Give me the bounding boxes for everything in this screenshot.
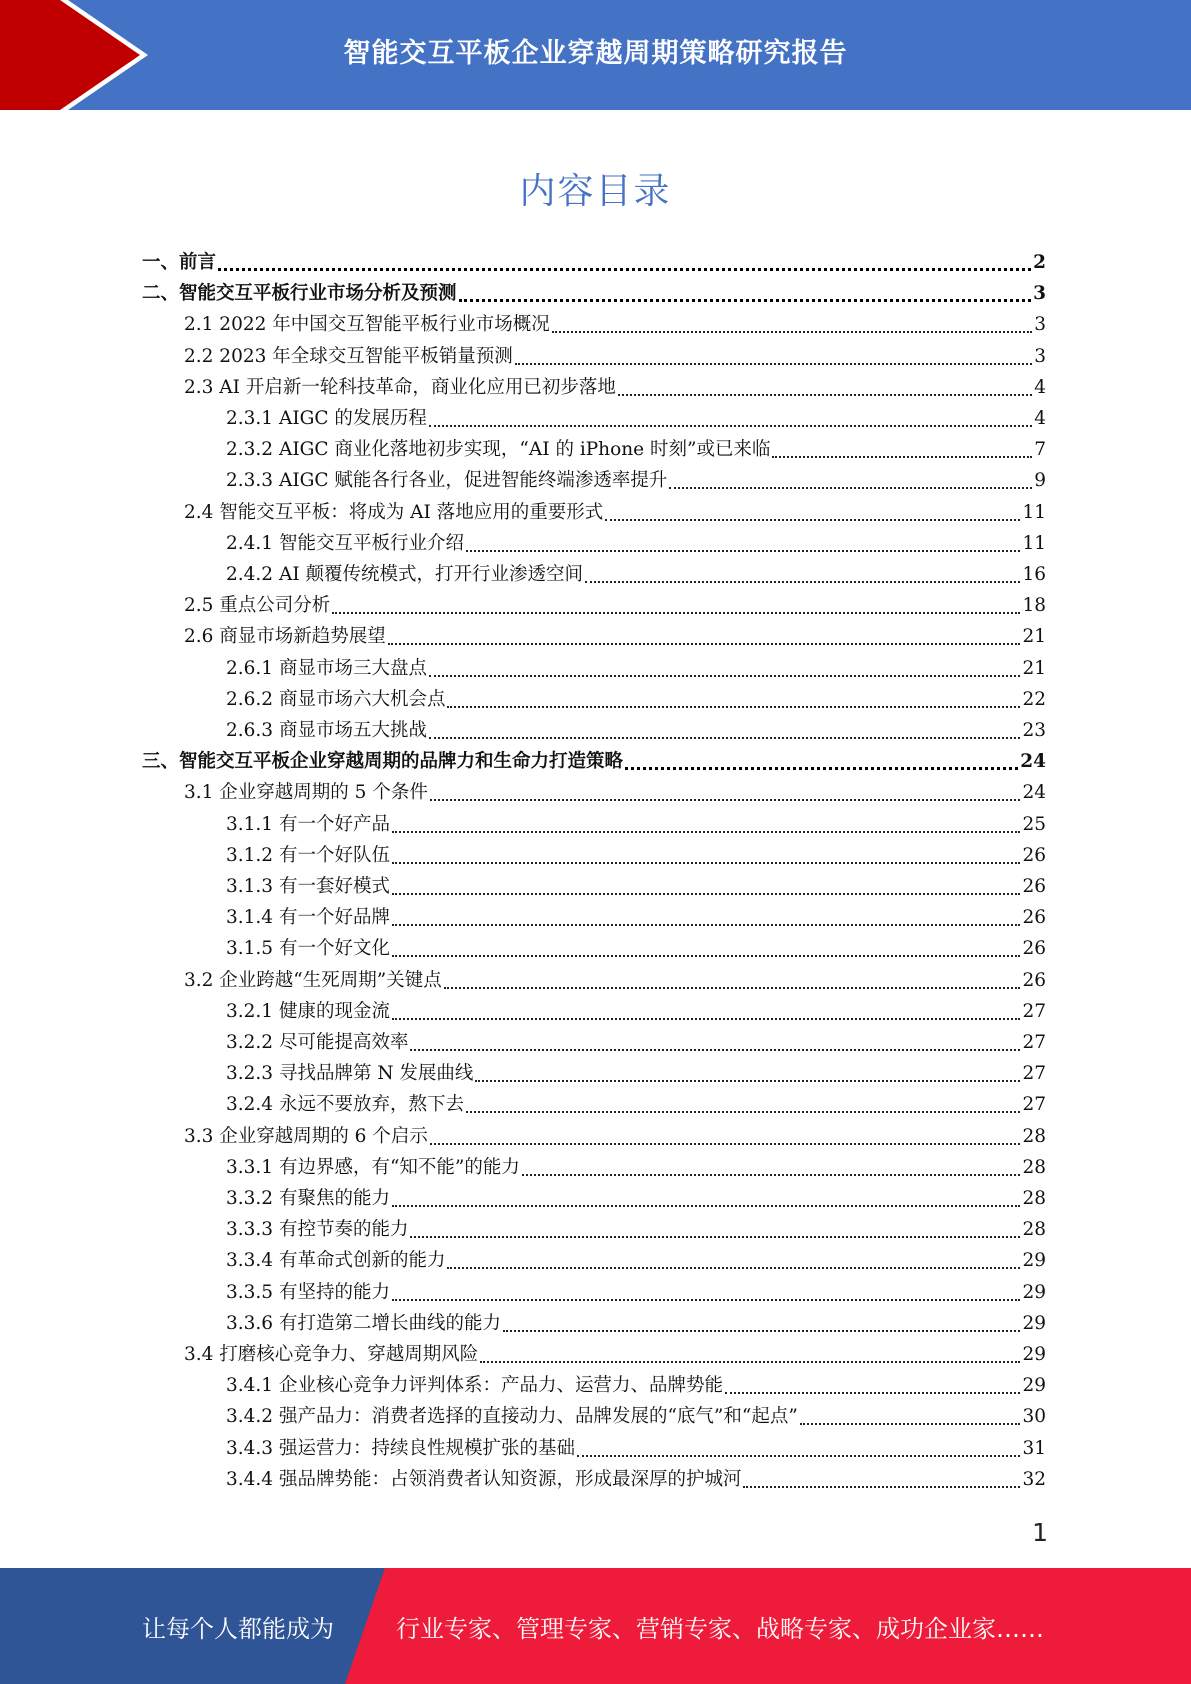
toc-entry[interactable] — [226, 1367, 1046, 1398]
toc-entry-page: 30 — [1022, 1406, 1046, 1428]
toc-leader-dots — [410, 1212, 1020, 1238]
toc-entry-label: 3.1.2 有一个好队伍 — [226, 844, 390, 866]
toc-entry-page: 21 — [1022, 626, 1046, 648]
toc-entry-label: 3.1.5 有一个好文化 — [226, 938, 390, 960]
toc-entry-label: 2.3.3 AIGC 赋能各行各业，促进智能终端渗透率提升 — [226, 470, 668, 492]
toc-entry-page: 29 — [1022, 1312, 1046, 1334]
toc-leader-dots — [503, 1306, 1020, 1332]
toc-entry-page: 26 — [1022, 876, 1046, 897]
toc-entry-page: 11 — [1022, 501, 1046, 523]
toc-leader-dots — [625, 743, 1018, 770]
toc-entry-label: 3.2.3 寻找品牌第 N 发展曲线 — [226, 1063, 474, 1085]
toc-entry-label: 3.3.5 有坚持的能力 — [226, 1281, 390, 1303]
toc-entry-page: 4 — [1034, 408, 1046, 429]
toc-leader-dots — [429, 713, 1020, 739]
toc-entry-label: 3.2 企业跨越“生死周期”关键点 — [184, 969, 442, 991]
toc-entry-label: 2.3 AI 开启新一轮科技革命，商业化应用已初步落地 — [184, 376, 616, 398]
toc-entry-label: 2.5 重点公司分析 — [184, 595, 331, 617]
toc-entry-page: 3 — [1034, 345, 1046, 367]
toc-entry-label: 2.3.1 AIGC 的发展历程 — [226, 408, 427, 429]
toc-entry[interactable] — [226, 525, 1046, 556]
toc-entry-label: 3.1.4 有一个好品牌 — [226, 907, 390, 929]
page-number: 1 — [1032, 1518, 1048, 1547]
toc-leader-dots — [392, 807, 1020, 833]
toc-entry[interactable] — [226, 899, 1046, 930]
toc-entry-label: 3.2.2 尽可能提高效率 — [226, 1032, 409, 1053]
toc-entry-label: 3.3.1 有边界感，有“知不能”的能力 — [226, 1156, 520, 1178]
toc-leader-dots — [392, 838, 1020, 864]
toc-leader-dots — [392, 1275, 1020, 1301]
toc-entry-label: 3.3.6 有打造第二增长曲线的能力 — [226, 1312, 501, 1334]
toc-entry-page: 26 — [1022, 969, 1046, 991]
toc-entry-page: 7 — [1034, 439, 1046, 461]
toc-entry-page: 29 — [1022, 1375, 1046, 1397]
toc-entry-label: 3.2.4 永远不要放弃，熬下去 — [226, 1094, 464, 1116]
toc-entry-page: 16 — [1022, 564, 1046, 585]
toc-entry[interactable] — [226, 1274, 1046, 1305]
toc-entry[interactable] — [226, 868, 1046, 899]
toc-entry-page: 22 — [1022, 688, 1046, 710]
toc-entry-page: 32 — [1022, 1468, 1046, 1490]
toc-entry[interactable] — [226, 650, 1046, 681]
toc-entry-page: 26 — [1022, 907, 1046, 929]
toc-entry-label: 3.4.1 企业核心竞争力评判体系：产品力、运营力、品牌势能 — [226, 1375, 723, 1397]
toc-entry-label: 2.1 2022 年中国交互智能平板行业市场概况 — [184, 314, 550, 336]
toc-entry[interactable] — [184, 1118, 1046, 1149]
header-banner — [0, 0, 1191, 110]
toc-entry[interactable] — [226, 837, 1046, 868]
toc-entry-page: 31 — [1022, 1437, 1046, 1459]
toc-leader-dots — [430, 775, 1021, 801]
toc-entry-label: 2.6 商显市场新趋势展望 — [184, 626, 386, 648]
toc-entry-label: 一、前言 — [142, 252, 217, 273]
toc-entry-label: 3.4.4 强品牌势能：占领消费者认知资源，形成最深厚的护城河 — [226, 1468, 742, 1490]
header-title: 智能交互平板企业穿越周期策略研究报告 — [343, 37, 848, 69]
toc-entry[interactable] — [226, 1211, 1046, 1242]
toc-entry-label: 2.2 2023 年全球交互智能平板销量预测 — [184, 345, 513, 367]
toc-entry[interactable] — [184, 587, 1046, 618]
toc-entry-page: 28 — [1022, 1188, 1046, 1209]
toc-leader-dots — [392, 900, 1020, 926]
toc-leader-dots — [447, 1243, 1020, 1269]
toc-entry[interactable] — [184, 962, 1046, 993]
toc-entry-label: 3.4.2 强产品力：消费者选择的直接动力、品牌发展的“底气”和“起点” — [226, 1406, 798, 1428]
toc-leader-dots — [577, 1431, 1020, 1457]
toc-entry-label: 3.3.2 有聚焦的能力 — [226, 1188, 390, 1209]
toc-entry-label: 2.4.2 AI 颠覆传统模式，打开行业渗透空间 — [226, 564, 584, 585]
footer-slogan: 让每个人都能成为 — [142, 1614, 334, 1643]
toc-entry[interactable] — [226, 400, 1046, 431]
toc-entry-page: 26 — [1022, 938, 1046, 960]
toc-leader-dots — [618, 370, 1032, 396]
toc-entry[interactable] — [184, 338, 1046, 369]
toc-entry-label: 3.4 打磨核心竞争力、穿越周期风险 — [184, 1344, 479, 1365]
toc-entry[interactable] — [226, 556, 1046, 587]
toc-entry-page: 27 — [1022, 1094, 1046, 1116]
toc-entry[interactable] — [226, 1055, 1046, 1086]
toc-entry-label: 2.6.2 商显市场六大机会点 — [226, 688, 446, 710]
toc-entry-label: 3.1.3 有一套好模式 — [226, 876, 390, 897]
toc-entry-label: 3.3 企业穿越周期的 6 个启示 — [184, 1125, 428, 1147]
toc-entry[interactable] — [142, 743, 1046, 774]
toc-leader-dots — [669, 463, 1032, 489]
toc-entry[interactable] — [142, 275, 1046, 306]
toc-leader-dots — [605, 495, 1020, 521]
toc-entry[interactable] — [226, 1461, 1046, 1492]
toc-entry-label: 3.2.1 健康的现金流 — [226, 1000, 390, 1022]
toc-leader-dots — [552, 307, 1032, 333]
toc-entry-page: 27 — [1022, 1032, 1046, 1053]
toc-entry-page: 28 — [1022, 1219, 1046, 1241]
toc-entry[interactable] — [226, 1024, 1046, 1055]
toc-leader-dots — [480, 1337, 1020, 1363]
toc-entry[interactable] — [226, 1149, 1046, 1180]
toc-leader-dots — [388, 619, 1021, 645]
toc-entry[interactable] — [226, 712, 1046, 743]
toc-entry[interactable] — [226, 1086, 1046, 1117]
toc-leader-dots — [392, 869, 1020, 895]
toc-leader-dots — [515, 339, 1032, 365]
toc-entry[interactable] — [226, 431, 1046, 462]
toc-leader-dots — [585, 557, 1020, 583]
toc-entry-page: 11 — [1022, 532, 1046, 554]
toc-entry[interactable] — [226, 1242, 1046, 1273]
toc-leader-dots — [392, 994, 1020, 1020]
toc-entry[interactable] — [142, 244, 1046, 275]
footer-roles: 行业专家、管理专家、营销专家、战略专家、成功企业家…… — [396, 1614, 1044, 1643]
toc-leader-dots — [522, 1150, 1021, 1176]
toc-entry-page: 23 — [1022, 720, 1046, 741]
toc-entry-page: 3 — [1033, 283, 1046, 305]
toc-entry[interactable] — [226, 462, 1046, 493]
toc-leader-dots — [430, 1119, 1021, 1145]
toc-leader-dots — [447, 682, 1020, 708]
toc-entry-page: 27 — [1022, 1063, 1046, 1085]
toc-entry-page: 28 — [1022, 1125, 1046, 1147]
toc-leader-dots — [332, 588, 1020, 614]
toc-leader-dots — [429, 651, 1020, 677]
toc-entry-page: 26 — [1022, 844, 1046, 866]
toc-entry-label: 2.6.3 商显市场五大挑战 — [226, 720, 427, 741]
toc-leader-dots — [743, 1462, 1020, 1488]
toc-entry-label: 3.3.3 有控节奏的能力 — [226, 1219, 409, 1241]
toc-entry-page: 18 — [1022, 595, 1046, 617]
toc-entry-label: 2.4 智能交互平板：将成为 AI 落地应用的重要形式 — [184, 501, 604, 523]
toc-entry-page: 9 — [1034, 470, 1046, 492]
toc-entry-page: 4 — [1034, 376, 1046, 398]
toc-leader-dots — [459, 275, 1032, 302]
toc-entry-page: 21 — [1022, 657, 1046, 679]
toc-entry[interactable] — [226, 1180, 1046, 1211]
toc-entry-label: 二、智能交互平板行业市场分析及预测 — [142, 283, 457, 305]
toc-entry-page: 2 — [1033, 252, 1046, 273]
toc-entry-page: 28 — [1022, 1156, 1046, 1178]
toc-entry[interactable] — [184, 618, 1046, 649]
toc-entry-page: 29 — [1022, 1281, 1046, 1303]
toc-leader-dots — [410, 1025, 1020, 1051]
toc-leader-dots — [725, 1368, 1020, 1394]
toc-leader-dots — [392, 931, 1020, 957]
toc-leader-dots — [429, 401, 1032, 427]
toc-entry-page: 24 — [1020, 751, 1046, 773]
toc-entry[interactable] — [226, 993, 1046, 1024]
toc-entry-label: 3.1 企业穿越周期的 5 个条件 — [184, 782, 428, 804]
toc-leader-dots — [218, 244, 1031, 271]
toc-leader-dots — [800, 1399, 1021, 1425]
toc-leader-dots — [466, 526, 1020, 552]
toc-entry[interactable] — [226, 1305, 1046, 1336]
toc-entry[interactable] — [184, 494, 1046, 525]
toc-entry-label: 3.3.4 有革命式创新的能力 — [226, 1250, 446, 1272]
toc-entry[interactable] — [226, 681, 1046, 712]
toc-leader-dots — [772, 432, 1032, 458]
toc-leader-dots — [392, 1181, 1020, 1207]
toc-entry-label: 三、智能交互平板企业穿越周期的品牌力和生命力打造策略 — [142, 751, 624, 773]
toc-entry-page: 3 — [1034, 314, 1046, 336]
footer-banner — [0, 1568, 1191, 1684]
toc-entry[interactable] — [184, 774, 1046, 805]
toc-entry-page: 29 — [1022, 1344, 1046, 1365]
toc-entry[interactable] — [226, 1430, 1046, 1461]
document-title: 内容目录 — [519, 171, 672, 212]
toc-entry-label: 2.3.2 AIGC 商业化落地初步实现，“AI 的 iPhone 时刻”或已来临 — [226, 439, 771, 461]
toc-entry-page: 27 — [1022, 1000, 1046, 1022]
toc-leader-dots — [475, 1056, 1020, 1082]
toc-entry-page: 25 — [1022, 813, 1046, 835]
toc-entry-page: 29 — [1022, 1250, 1046, 1272]
toc-entry-label: 3.4.3 强运营力：持续良性规模扩张的基础 — [226, 1437, 575, 1459]
toc-entry-label: 3.1.1 有一个好产品 — [226, 813, 390, 835]
toc-leader-dots — [466, 1087, 1020, 1113]
toc-entry-label: 2.6.1 商显市场三大盘点 — [226, 657, 427, 679]
toc-entry-label: 2.4.1 智能交互平板行业介绍 — [226, 532, 464, 554]
toc-entry-page: 24 — [1022, 782, 1046, 804]
toc-entry[interactable] — [184, 306, 1046, 337]
toc-leader-dots — [444, 963, 1021, 989]
toc-entry[interactable] — [226, 930, 1046, 961]
toc-entry[interactable] — [226, 1398, 1046, 1429]
toc-entry[interactable] — [184, 369, 1046, 400]
toc-entry[interactable] — [226, 806, 1046, 837]
toc-entry[interactable] — [184, 1336, 1046, 1367]
